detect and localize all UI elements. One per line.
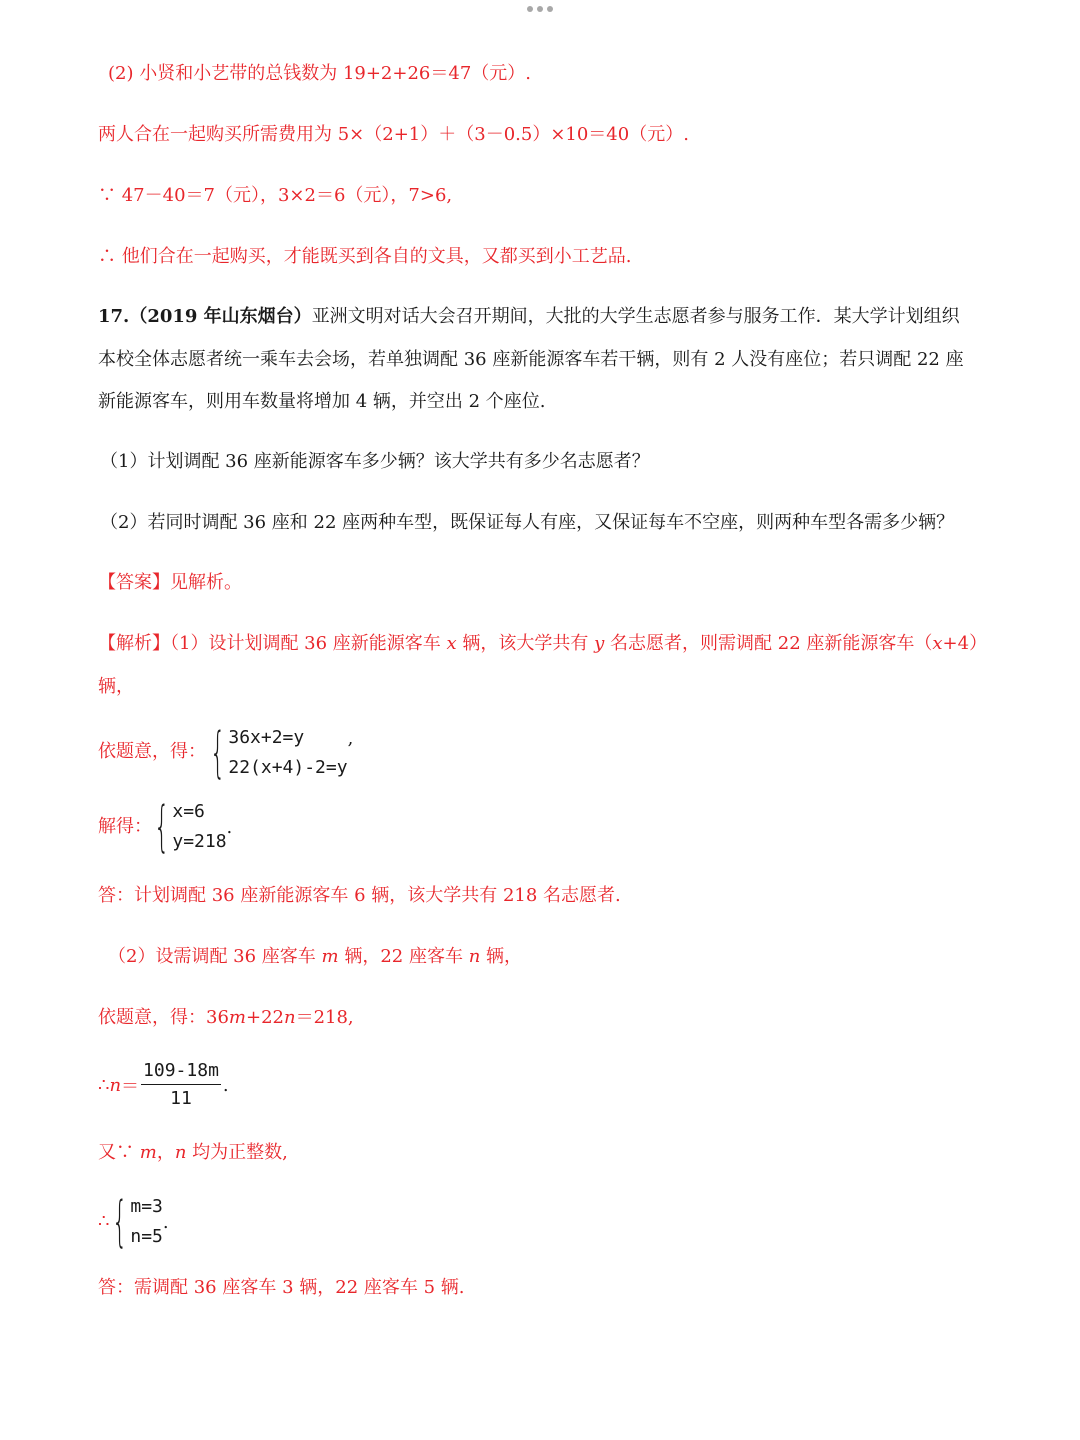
solution: n=5 (130, 1226, 163, 1247)
equation-system-1 (210, 723, 353, 783)
part2-equation (98, 1006, 354, 1030)
var-n: n (283, 1007, 296, 1028)
punctuation: . (226, 816, 233, 838)
question-number: 17.（2019 年山东烟台） (98, 306, 312, 327)
text: 依题意，得：36 (98, 1007, 229, 1028)
brace-icon: { (154, 795, 170, 858)
text: +22 (245, 1007, 284, 1028)
text: ， (156, 1142, 175, 1163)
sub-question-2: （2）若同时调配 36 座和 22 座两种车型，既保证每人有座，又保证每车不空座，则两种车型各需多少辆？ (100, 512, 955, 533)
part2-setup (108, 945, 522, 969)
question-17-line1 (98, 305, 960, 329)
solution-system-1 (154, 797, 232, 857)
analysis-wrap: 辆， (98, 676, 134, 697)
fraction-expression (98, 1060, 229, 1110)
p2-therefore-line: ∴ 他们合在一起购买，才能既买到各自的文具，又都买到小工艺品. (98, 246, 632, 267)
equals-sign: ＝ (121, 1076, 140, 1097)
solution-label: 解得： (98, 816, 152, 837)
text: 辆， (480, 946, 523, 967)
brace-icon: { (112, 1190, 128, 1253)
dot (537, 6, 543, 12)
question-text: 亚洲文明对话大会召开期间，大批的大学生志愿者参与服务工作．某大学计划组织 (311, 306, 960, 327)
answer-label: 【答案】见解析。 (98, 572, 242, 593)
question-17-line3: 新能源客车，则用车数量将增加 4 辆，并空出 2 个座位. (98, 391, 546, 412)
var-m: m (139, 1142, 157, 1163)
question-17-line2: 本校全体志愿者统一乘车去会场，若单独调配 36 座新能源客车若干辆，则有 2 人没有座位；若只调配 22 座 (98, 349, 964, 370)
integer-condition (98, 1141, 288, 1165)
var-y: y (594, 633, 605, 654)
var-n: n (174, 1142, 187, 1163)
text: 又∵ (98, 1142, 140, 1163)
var-n: n (109, 1074, 122, 1096)
solution: x=6 (172, 801, 205, 822)
punctuation: , (347, 727, 354, 749)
solution: y=218 (172, 831, 227, 852)
numerator: 109-18m (141, 1060, 221, 1085)
dot (547, 6, 553, 12)
solution-system-2 (112, 1192, 169, 1252)
equation: 22(x+4)-2=y (228, 757, 348, 778)
dot (527, 6, 533, 12)
equation-label: 依题意，得： (98, 741, 206, 762)
equation: 36x+2=y (228, 727, 305, 748)
analysis-label: 【解析】 (98, 633, 170, 654)
analysis-line (98, 632, 987, 656)
punctuation: . (222, 1074, 229, 1096)
therefore-symbol: ∴ (98, 1074, 110, 1096)
text: 辆，22 座客车 (338, 946, 469, 967)
text: 均为正整数, (186, 1142, 288, 1163)
fraction (141, 1060, 221, 1110)
punctuation: . (162, 1211, 169, 1233)
brace-icon: { (210, 721, 226, 784)
solution: m=3 (130, 1196, 163, 1217)
answer-1: 答：计划调配 36 座新能源客车 6 辆，该大学共有 218 名志愿者. (98, 885, 621, 906)
p2-because-line: ∵ 47－40＝7（元），3×2＝6（元），7>6, (98, 185, 453, 206)
more-options-icon[interactable] (0, 6, 1080, 12)
text: ＝218, (295, 1007, 354, 1028)
analysis-text: 名志愿者，则需调配 22 座新能源客车（ (604, 633, 933, 654)
var-m: m (228, 1007, 246, 1028)
var-n: n (468, 946, 481, 967)
sub-question-1: （1）计划调配 36 座新能源客车多少辆？该大学共有多少名志愿者？ (100, 451, 650, 472)
var-m: m (321, 946, 339, 967)
answer-2: 答：需调配 36 座客车 3 辆，22 座客车 5 辆. (98, 1277, 465, 1298)
denominator: 11 (170, 1088, 192, 1109)
p2-cost-line: 两人合在一起购买所需费用为 5×（2+1）＋（3－0.5）×10＝40（元）. (98, 124, 689, 145)
analysis-text: （1）设计划调配 36 座新能源客车 (170, 633, 447, 654)
p2-total-line: (2) 小贤和小艺带的总钱数为 19+2+26＝47（元）. (108, 63, 531, 84)
var-x: x (932, 633, 943, 654)
therefore-symbol: ∴ (98, 1211, 110, 1232)
text: （2）设需调配 36 座客车 (108, 946, 322, 967)
var-x: x (446, 633, 457, 654)
analysis-text: +4） (942, 633, 988, 654)
analysis-text: 辆，该大学共有 (456, 633, 595, 654)
